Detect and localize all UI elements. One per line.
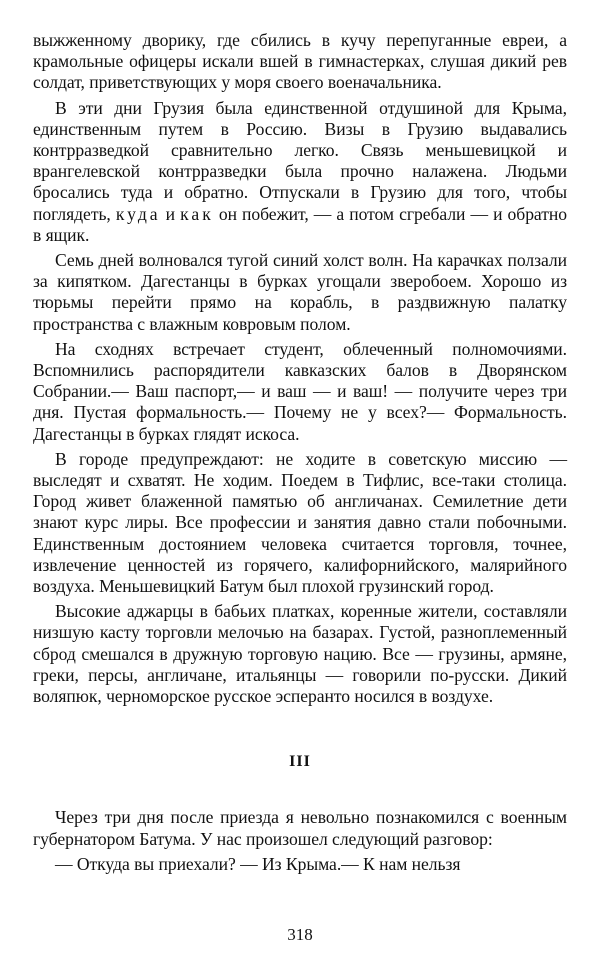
page-number: 318	[287, 925, 313, 944]
paragraph-gangway: На сходнях встречает студент, облеченный полномочиями. Вспомнились распорядители кавказских балов в Дворянском Собрании.— Ваш паспорт,— и ваш — и ваш! — получите через три дня. Пустая формальность.— Почему не у всех?— Формальность. Дагестанцы в бурках глядят искоса.	[33, 338, 567, 444]
paragraph-governor: Через три дня после приезда я невольно познакомился с военным губернатором Батума. У нас произошел следующий разговор:	[33, 807, 567, 849]
page-text	[33, 30, 567, 875]
paragraph-seven-days: Семь дней волновался тугой синий холст волн. На карачках ползали за кипятком. Дагестанцы в бурках угощали зверобоем. Хорошо из тюрьмы перейти прямо на корабль, в раздвижную палатку пространства с влажным ковровым полом.	[33, 250, 567, 334]
paragraph-georgia-outlet	[33, 98, 567, 246]
spaced-word-kak: как	[180, 203, 214, 224]
spaced-word-kuda: куда	[115, 203, 161, 224]
section-heading: III	[289, 753, 311, 771]
paragraph-text: он побежит, — а потом сгребали — и обратно в ящик.	[33, 203, 567, 245]
paragraph-dialogue: — Откуда вы приехали? — Из Крыма.— К нам нельзя	[55, 853, 461, 874]
paragraph-adjarians: Высокие аджарцы в бабьих платках, коренные жители, составляли низшую касту торговли мелочью на базарах. Густой, разноплеменный сброд смешался в дружную торговую нацию. Все — грузины, армяне, греки, персы, англичане, итальянцы — говорили по-русски. Дикий воляпюк, черноморское русское эсперанто носился в воздухе.	[33, 601, 567, 707]
paragraph-city-warning: В городе предупреждают: не ходите в советскую миссию — выследят и схватят. Не ходим. Поедем в Тифлис, все-таки столица. Город живет блаженной памятью об англичанах. Семилетние дети знают курс лиры. Все профессии и занятия давно стали побочными. Единственным достоянием человека считается торговля, точнее, извлечение ценностей из горячего, калифорнийского, малярийного воздуха. Меньшевицкий Батум был плохой грузинский город.	[33, 448, 567, 597]
paragraph-text: и	[160, 203, 181, 224]
paragraph-text: В эти дни Грузия была единственной отдушиной для Крыма, единственным путем в Россию. Визы в Грузию выдавались контрразведкой сравнительно легко. Связь меньшевицкой и врангелевской контрразведки была прочно налажена. Людьми бросались туда и обратно. Отпускали в Грузию для того, чтобы поглядеть,	[33, 97, 567, 224]
paragraph-continued: выжженному дворику, где сбились в кучу перепуганные евреи, а крамольные офицеры искали вшей в гимнастерках, слушая дикий рев солдат, приветствующих у моря своего военачальника.	[33, 30, 567, 93]
